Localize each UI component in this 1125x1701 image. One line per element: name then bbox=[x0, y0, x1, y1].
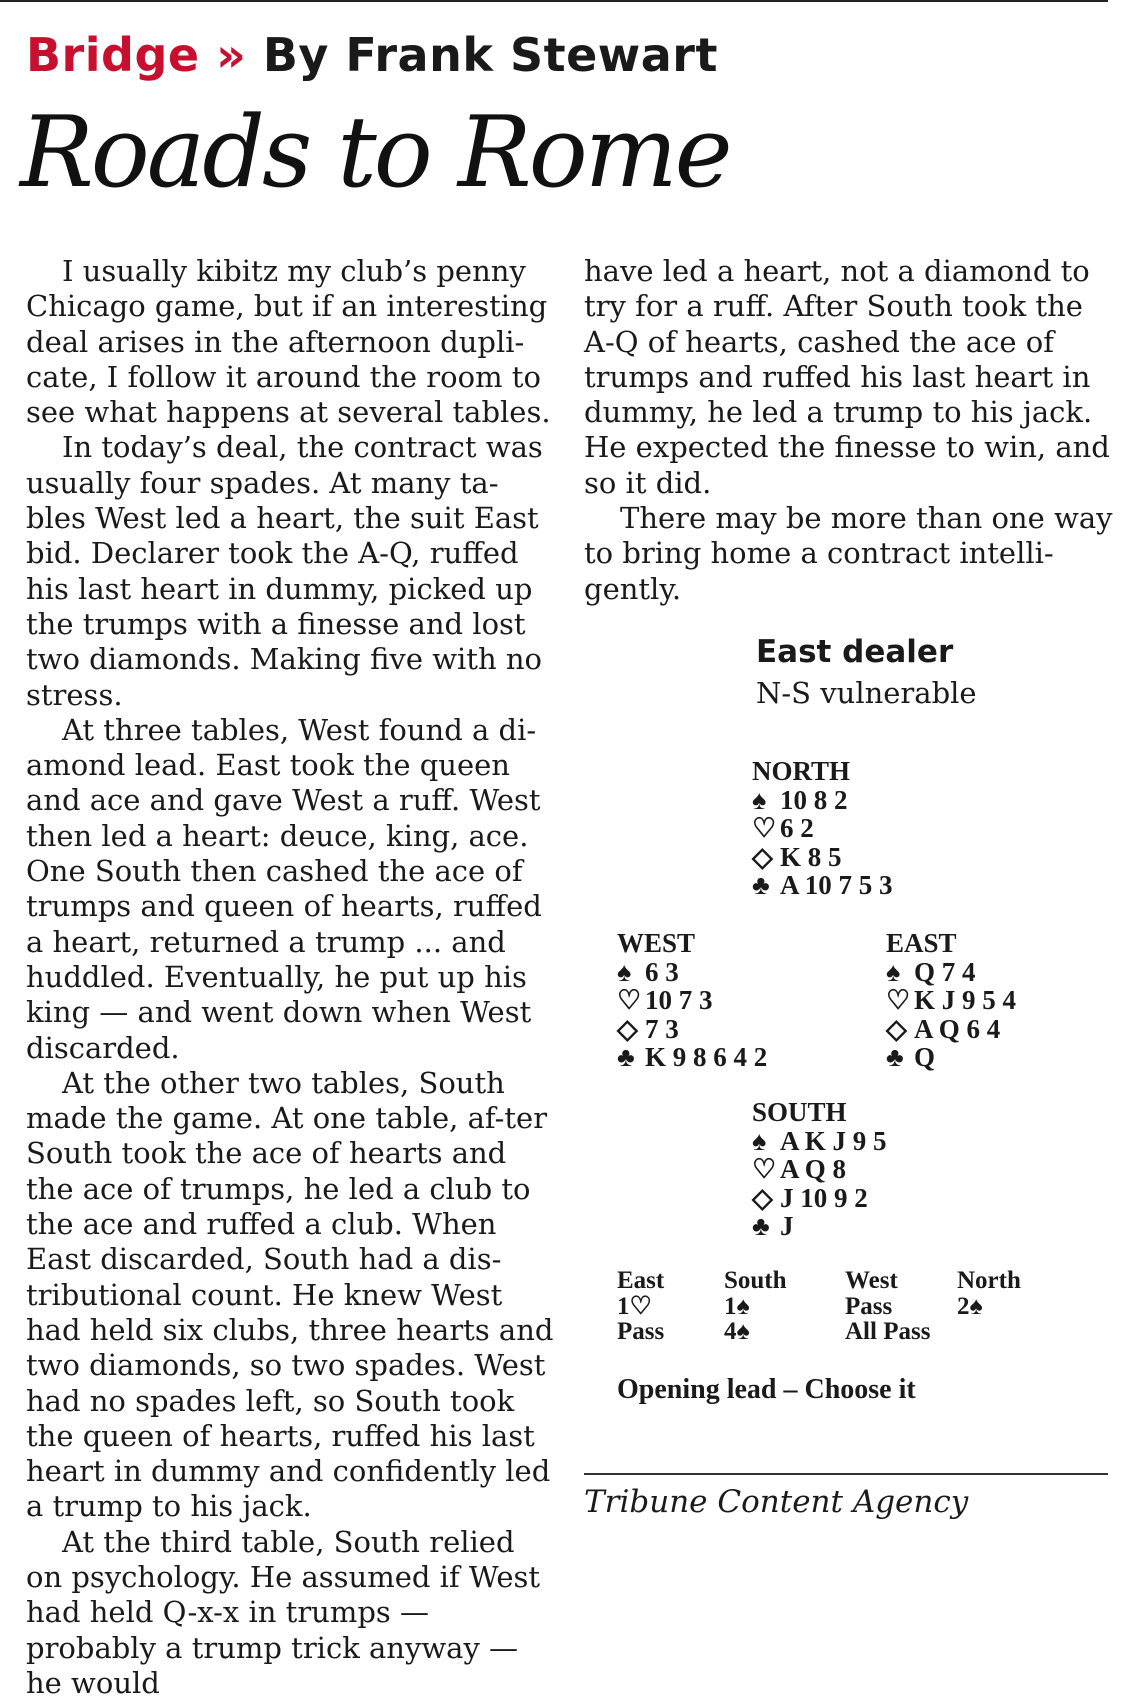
hearts-holding: ♡ A Q 8 bbox=[752, 1154, 847, 1184]
paragraph: have led a heart, not a diamond to try for a ruff. After South took the A-Q of hearts, cashed the ace of trumps and ruffed his last heart in dummy, he led a trump to his jack. He expected the finesse to win, and so it did. bbox=[584, 254, 1110, 500]
article-right-column bbox=[584, 254, 1114, 607]
spades-holding: ♠ 6 3 bbox=[617, 956, 679, 987]
south-hand bbox=[752, 1098, 887, 1241]
hearts-holding: ♡ 10 7 3 bbox=[617, 985, 713, 1015]
paragraph: At three tables, West found a di-amond lead. East took the queen and ace and gave West a ruff. West then led a heart: deuce, king, ace. One South then cashed the ace of trumps and queen of hearts, ruffed a heart, returned a trump ... and huddled. Eventually, he put up his king — and went down when West discarded. bbox=[26, 712, 542, 1065]
bidding-column-east bbox=[617, 1268, 664, 1345]
hearts-holding: ♡ K J 9 5 4 bbox=[886, 985, 1017, 1015]
hearts-holding: ♡ 6 2 bbox=[752, 813, 814, 843]
clubs-holding: ♣ Q bbox=[886, 1042, 936, 1072]
clubs-holding: ♣ J bbox=[752, 1211, 794, 1241]
diamonds-holding: ◇ A Q 6 4 bbox=[886, 1013, 1001, 1044]
paragraph: There may be more than one way to bring home a contract intelli-gently. bbox=[584, 501, 1113, 606]
clubs-holding: ♣ K 9 8 6 4 2 bbox=[617, 1042, 768, 1072]
bidding-seat: South bbox=[724, 1267, 787, 1294]
diamond-icon: ◇ bbox=[886, 1013, 907, 1044]
bid: 1♠ bbox=[724, 1292, 750, 1320]
heart-icon: ♡ bbox=[752, 813, 777, 843]
bidding-seat: West bbox=[845, 1267, 898, 1294]
spades-holding: ♠ Q 7 4 bbox=[886, 956, 976, 987]
diamonds-holding: ◇ 7 3 bbox=[617, 1013, 679, 1044]
club-icon: ♣ bbox=[752, 870, 770, 900]
club-icon: ♣ bbox=[886, 1042, 904, 1072]
diamond-icon: ◇ bbox=[617, 1013, 638, 1044]
hand-label: EAST bbox=[886, 928, 957, 958]
club-icon: ♣ bbox=[617, 1042, 635, 1072]
headline: Roads to Rome bbox=[20, 96, 730, 210]
west-hand bbox=[617, 929, 767, 1072]
spade-icon: ♠ bbox=[752, 1125, 767, 1156]
clubs-holding: ♣ A 10 7 5 3 bbox=[752, 870, 893, 900]
top-rule bbox=[0, 0, 1108, 2]
bidding-seat: East bbox=[617, 1267, 665, 1294]
bid: All Pass bbox=[845, 1318, 931, 1345]
column-header bbox=[26, 28, 718, 82]
footer-rule bbox=[584, 1473, 1108, 1475]
bid: Pass bbox=[617, 1318, 665, 1345]
diamond-icon: ◇ bbox=[752, 841, 773, 872]
diamonds-holding: ◇ K 8 5 bbox=[752, 841, 842, 872]
paragraph: At the third table, South relied on psychology. He assumed if West had held Q-x-x in trumps — probably a trump trick anyway — he would bbox=[26, 1524, 541, 1700]
bidding-column-north bbox=[957, 1268, 1021, 1319]
heart-icon: ♡ bbox=[752, 1154, 777, 1184]
hand-label: WEST bbox=[617, 928, 696, 958]
bid: Pass bbox=[845, 1292, 893, 1320]
diamonds-holding: ◇ J 10 9 2 bbox=[752, 1182, 868, 1213]
vulnerability-label: N-S vulnerable bbox=[756, 676, 977, 710]
hand-label: SOUTH bbox=[752, 1097, 847, 1127]
paragraph: I usually kibitz my club’s penny Chicago game, but if an interesting deal arises in the afternoon dupli-cate, I follow it around the room to see what happens at several tables. bbox=[26, 254, 551, 430]
club-icon: ♣ bbox=[752, 1211, 770, 1241]
bidding-column-west bbox=[845, 1268, 930, 1345]
paragraph: In today’s deal, the contract was usually four spades. At many ta-bles West led a heart, the suit East bid. Declarer took the A-Q, ruffed his last heart in dummy, picked up the trumps with a finesse and lost two diamonds. Making five with no stress. bbox=[26, 430, 543, 712]
opening-lead: Opening lead – Choose it bbox=[617, 1374, 916, 1405]
paragraph: At the other two tables, South made the game. At one table, af-ter South took the ace of hearts and the ace of trumps, he led a club to the ace and ruffed a club. When East discarded, South had a dis-tributional count. He knew West had held six clubs, three hearts and two diamonds, so two spades. West had no spades left, so South took the queen of hearts, ruffed his last heart in dummy and confidently led a trump to his jack. bbox=[26, 1065, 554, 1524]
bid: 1♡ bbox=[617, 1292, 652, 1320]
spade-icon: ♠ bbox=[886, 956, 901, 987]
bidding-column-south bbox=[724, 1268, 787, 1345]
bid: 4♠ bbox=[724, 1318, 750, 1345]
bid: 2♠ bbox=[957, 1292, 983, 1320]
byline: By Frank Stewart bbox=[262, 28, 718, 82]
east-hand bbox=[886, 929, 1016, 1072]
north-hand bbox=[752, 757, 893, 900]
heart-icon: ♡ bbox=[617, 985, 642, 1015]
hand-label: NORTH bbox=[752, 756, 851, 786]
diamond-icon: ◇ bbox=[752, 1182, 773, 1213]
spade-icon: ♠ bbox=[752, 784, 767, 815]
heart-icon: ♡ bbox=[886, 985, 911, 1015]
section-name: Bridge bbox=[26, 28, 200, 82]
credit-line: Tribune Content Agency bbox=[584, 1484, 969, 1520]
article-left-column bbox=[26, 254, 556, 1701]
dealer-label: East dealer bbox=[756, 634, 954, 670]
spades-holding: ♠ A K J 9 5 bbox=[752, 1125, 887, 1156]
section-separator: » bbox=[216, 28, 247, 82]
spades-holding: ♠ 10 8 2 bbox=[752, 784, 848, 815]
spade-icon: ♠ bbox=[617, 956, 632, 987]
bidding-seat: North bbox=[957, 1267, 1021, 1294]
